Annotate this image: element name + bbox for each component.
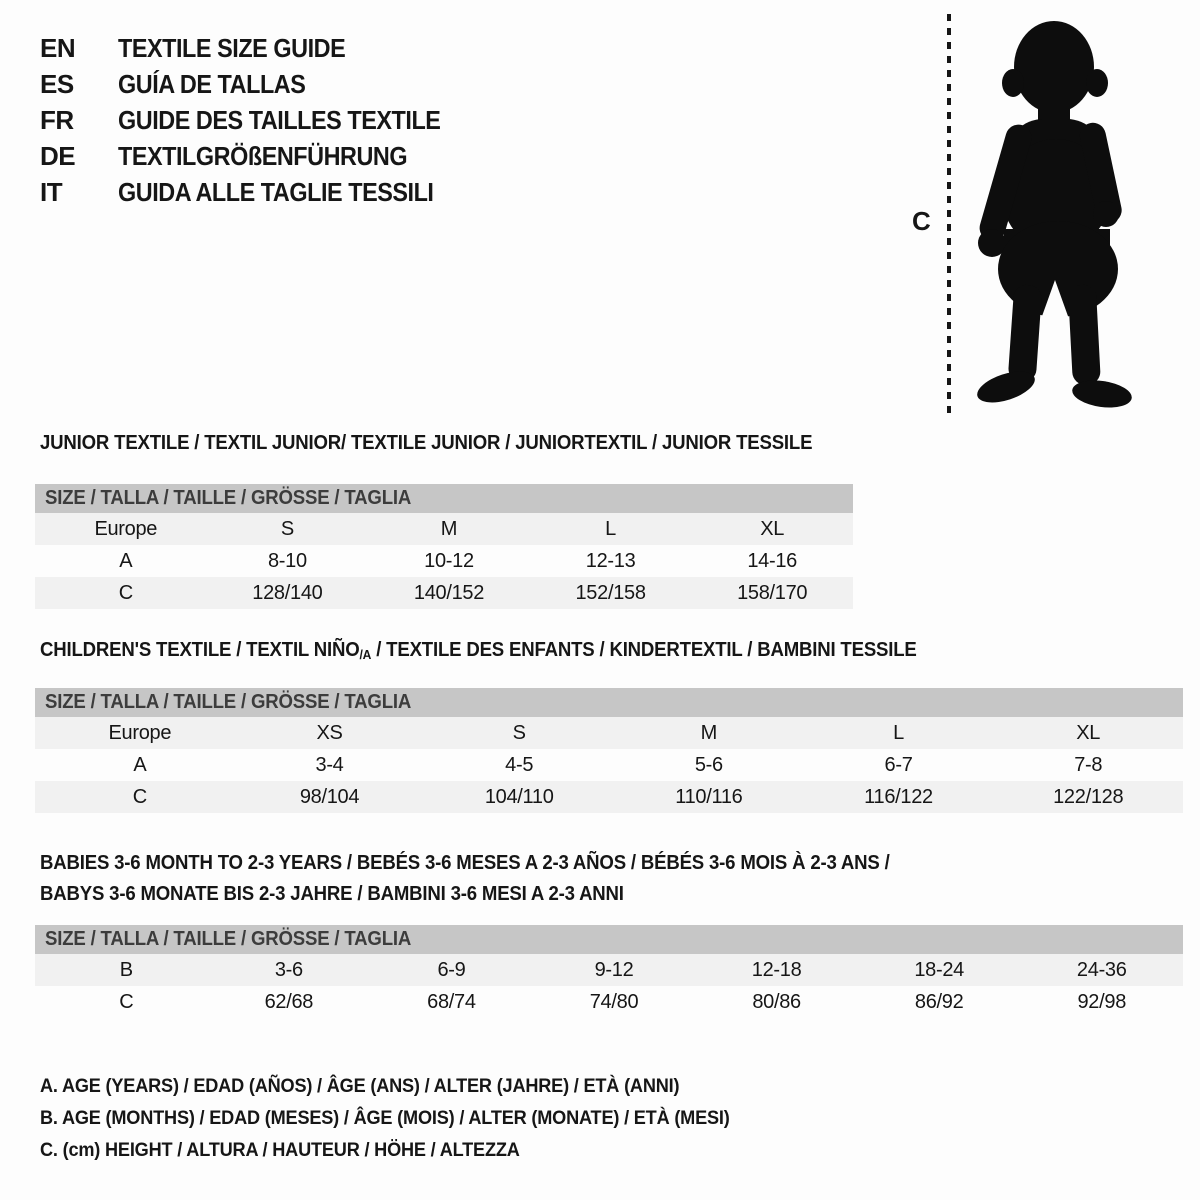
language-code: ES [40,68,74,99]
size-cell: 12-13 [585,549,636,572]
size-cell: 152/158 [575,581,646,604]
language-code: FR [40,104,74,135]
language-title: TEXTILGRÖßENFÜHRUNG [118,140,408,171]
junior-size-table [35,484,853,609]
row-label: Europe [108,721,172,744]
table-row [35,781,1183,813]
size-cell: 80/86 [752,990,801,1013]
table-row [35,577,853,609]
section-title-line1: BABIES 3-6 MONTH TO 2-3 YEARS / BEBÉS 3-6 MESES A 2-3 AÑOS / BÉBÉS 3-6 MOIS À 2-3 ANS / [40,852,890,874]
size-cell: 86/92 [914,990,964,1013]
language-row-fr [40,102,476,138]
size-cell: 158/170 [737,581,808,604]
size-cell: 140/152 [413,581,485,604]
section-title-subscript: /A [359,647,372,662]
size-cell: 4-5 [505,753,534,776]
row-label: B [119,958,133,981]
section-childrens-textile [35,639,1183,813]
section-babies-textile [35,848,1183,1018]
height-measure-dashed-line [947,14,951,416]
size-header-label: SIZE / TALLA / TAILLE / GRÖSSE / TAGLIA [45,487,412,509]
size-cell: XL [760,517,785,540]
size-header-bar [35,688,1183,717]
row-label: A [119,549,133,572]
size-cell: 62/68 [264,990,314,1013]
language-code: DE [40,140,76,171]
size-cell: 104/110 [484,785,554,808]
section-junior-textile [35,432,853,609]
size-cell: S [280,517,294,540]
size-header-label: SIZE / TALLA / TAILLE / GRÖSSE / TAGLIA [45,691,412,713]
language-title-list [40,30,476,210]
size-cell: 14-16 [747,549,797,572]
row-label: C [132,785,147,808]
legend-text: B. AGE (MONTHS) / EDAD (MESES) / ÂGE (MOIS) / ALTER (MONATE) / ETÀ (MESI) [40,1107,730,1129]
size-header-bar [35,925,1183,954]
size-cell: 98/104 [299,785,360,808]
size-cell: 9-12 [594,958,634,981]
size-cell: M [440,517,458,540]
row-label: C [118,581,133,604]
language-code: IT [40,176,63,207]
table-row [35,717,1183,749]
size-cell: 74/80 [589,990,639,1013]
section-title [40,639,1103,661]
children-size-table [35,688,1183,813]
row-label: A [133,753,147,776]
size-cell: XS [316,721,343,744]
size-cell: 122/128 [1053,785,1124,808]
size-cell: 7-8 [1074,753,1103,776]
language-title: TEXTILE SIZE GUIDE [118,32,346,63]
size-cell: 128/140 [252,581,323,604]
table-row [35,749,1183,781]
legend-row-a [40,1070,782,1102]
size-header-bar [35,484,853,513]
size-cell: L [893,721,904,744]
size-cell: 10-12 [424,549,474,572]
table-row [35,954,1183,986]
size-cell: M [700,721,718,744]
table-row [35,513,853,545]
language-title: GUIDE DES TAILLES TEXTILE [118,104,441,135]
legend-row-c [40,1134,782,1166]
language-row-de [40,138,476,174]
section-title: JUNIOR TEXTILE / TEXTIL JUNIOR/ TEXTILE JUNIOR / JUNIORTEXTIL / JUNIOR TESSILE [40,432,813,454]
size-cell: 5-6 [694,753,723,776]
language-row-it [40,174,476,210]
section-title-text: CHILDREN'S TEXTILE / TEXTIL NIÑO [40,639,360,661]
size-cell: 3-4 [315,753,344,776]
row-label: Europe [94,517,158,540]
table-row [35,986,1183,1018]
legend-row-b [40,1102,782,1134]
language-title: GUIDA ALLE TAGLIE TESSILI [118,176,434,207]
language-row-en [40,30,476,66]
size-cell: 110/116 [675,785,743,808]
language-row-es [40,66,476,102]
size-cell: 92/98 [1077,990,1127,1013]
language-title: GUÍA DE TALLAS [118,68,306,99]
size-cell: S [512,721,526,744]
language-code: EN [40,32,76,63]
size-cell: 6-9 [437,958,466,981]
measure-legend [40,1070,782,1166]
row-label: C [119,990,134,1013]
table-row [35,545,853,577]
section-title-text: / TEXTILE DES ENFANTS / KINDERTEXTIL / BAMBINI TESSILE [371,639,917,661]
babies-size-table [35,925,1183,1018]
height-measure-label: C [912,206,931,236]
legend-text: A. AGE (YEARS) / EDAD (AÑOS) / ÂGE (ANS) / ALTER (JAHRE) / ETÀ (ANNI) [40,1075,680,1097]
toddler-silhouette-icon [962,16,1147,418]
size-cell: XL [1076,721,1101,744]
size-cell: 8-10 [267,549,307,572]
size-cell: 12-18 [751,958,802,981]
size-cell: 3-6 [274,958,303,981]
size-cell: L [605,517,616,540]
size-cell: 18-24 [914,958,964,981]
size-cell: 24-36 [1076,958,1127,981]
size-header-label: SIZE / TALLA / TAILLE / GRÖSSE / TAGLIA [45,928,412,950]
size-cell: 6-7 [884,753,913,776]
size-cell: 116/122 [864,785,933,808]
section-title-line2: BABYS 3-6 MONATE BIS 2-3 JAHRE / BAMBINI 3-6 MESI A 2-3 ANNI [40,883,624,905]
size-cell: 68/74 [427,990,476,1013]
legend-text: C. (cm) HEIGHT / ALTURA / HAUTEUR / HÖHE / ALTEZZA [40,1139,520,1161]
